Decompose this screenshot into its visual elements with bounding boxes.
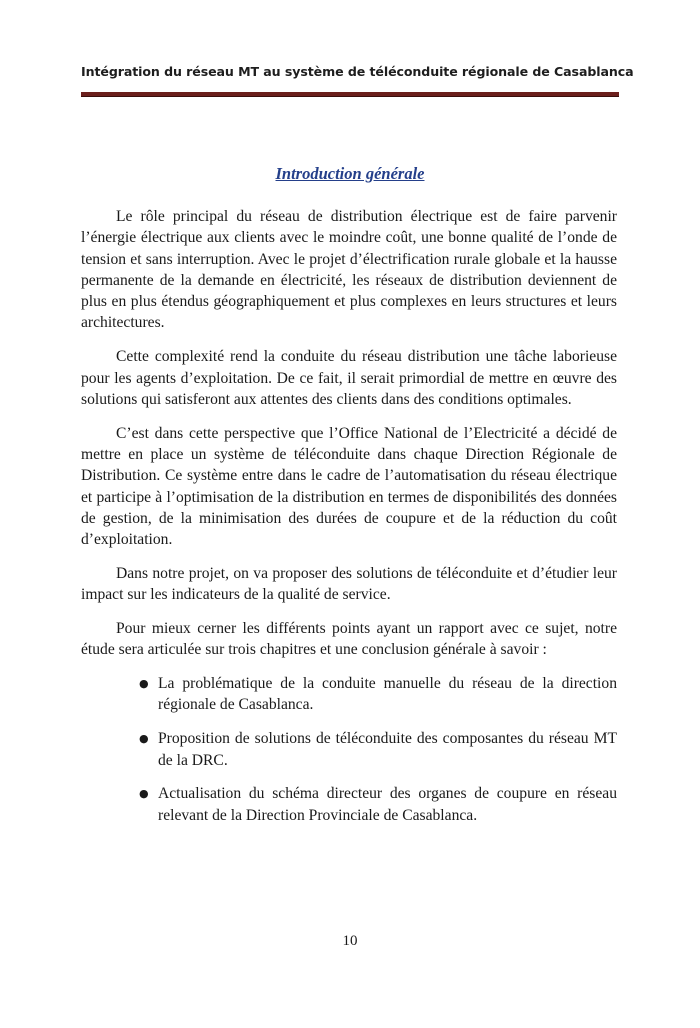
list-item-text: Proposition de solutions de téléconduite des composantes du réseau MT de la DRC. [158, 730, 617, 769]
section-title: Introduction générale [275, 164, 425, 183]
list-item [139, 783, 617, 826]
paragraph: C’est dans cette perspective que l’Office National de l’Electricité a décidé de mettre en place un système de téléconduite dans chaque Direction Régionale de Distribution. Ce système entre dans le cadre de l’automatisation du réseau électrique et participe à l’optimisation de la distribution en termes de disponibilités des données de gestion, de la minimisation des durées de coupure et de la réduction du coût d’exploitation. [81, 424, 617, 549]
paragraph: Pour mieux cerner les différents points ayant un rapport avec ce sujet, notre étude sera articulée sur trois chapitres et une conclusion générale à savoir : [81, 620, 617, 659]
paragraph: Le rôle principal du réseau de distribution électrique est de faire parvenir l’énergie électrique aux clients avec le moindre coût, une bonne qualité de l’onde de tension et sans interruption. Avec le projet d’électrification rurale globale et la hausse permanente de la demande en électricité, les réseaux de distribution deviennent de plus en plus étendus géographiquement et plus complexes en leurs structures et leurs architectures. [81, 208, 617, 332]
list-item [139, 728, 617, 771]
list-item-text: Actualisation du schéma directeur des organes de coupure en réseau relevant de la Direction Provinciale de Casablanca. [158, 785, 617, 824]
list-item [139, 673, 617, 716]
bullet-icon: ● [139, 732, 149, 746]
list-item-text: La problématique de la conduite manuelle du réseau de la direction régionale de Casablanca. [158, 675, 617, 714]
header-rule [81, 92, 619, 97]
paragraph: Cette complexité rend la conduite du réseau distribution une tâche laborieuse pour les agents d’exploitation. De ce fait, il serait primordial de mettre en œuvre des solutions qui satisferont aux attentes des clients dans des conditions optimales. [81, 348, 617, 408]
chapter-list [81, 673, 617, 826]
bullet-icon: ● [139, 677, 149, 691]
bullet-icon: ● [139, 787, 149, 801]
body-text [81, 206, 617, 838]
paragraph: Dans notre projet, on va proposer des solutions de téléconduite et d’étudier leur impact sur les indicateurs de la qualité de service. [81, 564, 617, 604]
running-header: Intégration du réseau MT au système de téléconduite régionale de Casablanca [81, 64, 634, 79]
page-number: 10 [342, 933, 358, 949]
